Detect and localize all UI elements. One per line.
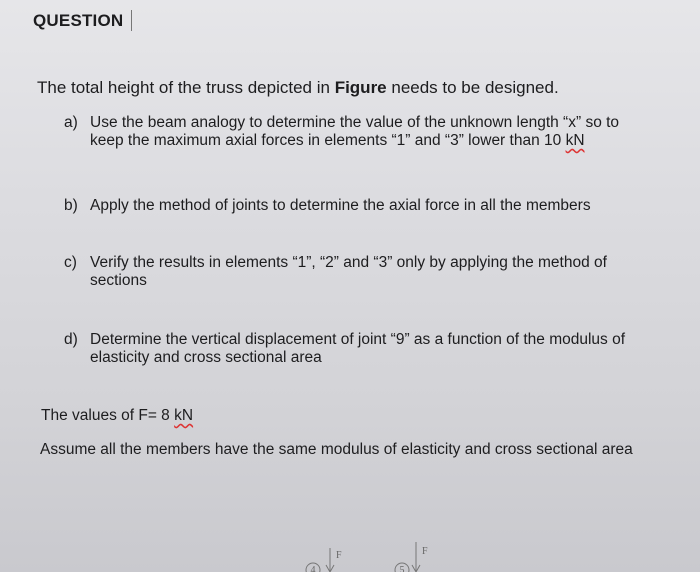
item-marker: c) (64, 254, 77, 271)
item-text-line: Verify the results in elements “1”, “2” and “3” only by applying the method of (90, 254, 607, 271)
joint-5-node (395, 563, 409, 572)
joint-label-5: 5 (399, 565, 405, 572)
values-line: The values of F= 8 kN (41, 407, 194, 424)
intro-text-pre: The total height of the truss depicted in (37, 78, 335, 97)
unit-kn-misspelled: kN (565, 132, 585, 149)
item-marker: a) (64, 114, 78, 131)
item-text-line: Determine the vertical displacement of joint “9” as a function of the modulus of (90, 331, 626, 348)
item-marker: d) (64, 331, 78, 348)
intro-figure-ref: Figure (334, 78, 387, 97)
item-text-line: sections (90, 272, 147, 289)
unit-kn-misspelled: kN (174, 407, 194, 424)
joint-label-4: 4 (310, 565, 316, 572)
item-text-line: Apply the method of joints to determine the axial force in all the members (90, 197, 591, 214)
force-arrow-right (412, 542, 428, 572)
force-label-right: F (422, 546, 428, 557)
item-text-line: keep the maximum axial forces in elements “1” and “3” lower than 10 kN (90, 132, 585, 149)
force-label-left: F (336, 550, 342, 561)
joint-4-node (306, 563, 320, 572)
intro-paragraph (37, 78, 559, 98)
text-cursor (131, 10, 132, 31)
truss-figure-partial (290, 538, 450, 572)
question-title: QUESTION (33, 11, 124, 30)
intro-text-post: needs to be designed. (386, 78, 559, 97)
item-text-line: elasticity and cross sectional area (90, 349, 322, 366)
item-text-line: Use the beam analogy to determine the value of the unknown length “x” so to (90, 114, 620, 131)
assumption-line: Assume all the members have the same modulus of elasticity and cross sectional area (40, 441, 633, 458)
force-arrow-left (326, 548, 342, 572)
item-marker: b) (64, 197, 78, 214)
